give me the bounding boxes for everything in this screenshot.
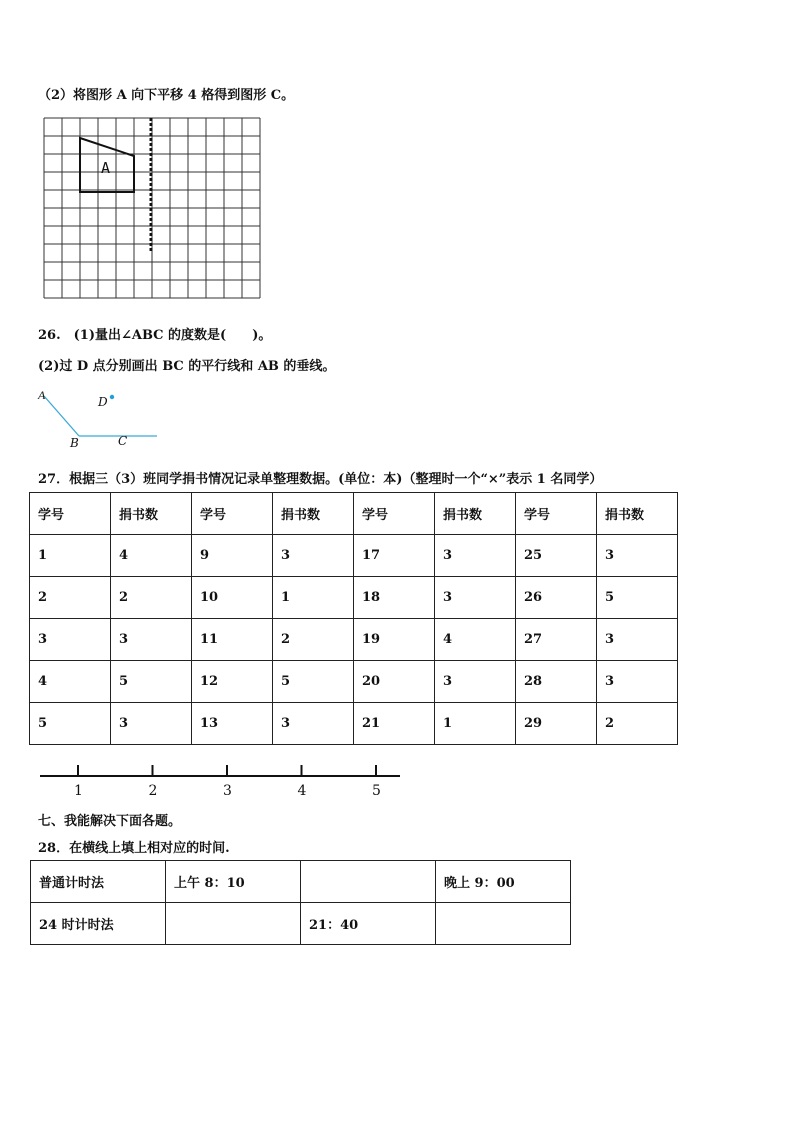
table-cell: 3 [111,619,192,661]
time-cell: 晚上 9：00 [436,861,571,903]
table-cell: 3 [435,661,516,703]
answer-blank-cell[interactable] [436,903,571,945]
table-row [30,703,678,745]
time-cell: 普通计时法 [31,861,166,903]
table-cell: 4 [435,619,516,661]
table-cell: 5 [597,577,678,619]
time-cell: 24 时计时法 [31,903,166,945]
table-cell: 5 [273,661,354,703]
table-row [30,577,678,619]
table-cell: 21 [354,703,435,745]
q26-line2: (2)过 D 点分别画出 BC 的平行线和 AB 的垂线。 [38,359,336,374]
table-cell: 5 [30,703,111,745]
q27-title: 27．根据三（3）班同学捐书情况记录单整理数据。(单位：本)（整理时一个“×”表示 1 名同学） [38,472,603,487]
label-c: C [118,434,128,448]
time-row [31,903,571,945]
table-cell: 19 [354,619,435,661]
table-cell: 3 [111,703,192,745]
table-cell: 9 [192,535,273,577]
table-cell: 3 [435,577,516,619]
q25-part2-text: （2）将图形 A 向下平移 4 格得到图形 C。 [38,88,295,103]
time-cell: 上午 8：10 [166,861,301,903]
table-cell: 2 [111,577,192,619]
table-row [30,535,678,577]
table-cell: 2 [273,619,354,661]
table-cell: 11 [192,619,273,661]
angle-figure [0,380,200,455]
point-d [110,395,114,399]
table-cell: 26 [516,577,597,619]
donation-table [29,492,678,745]
table-cell: 1 [30,535,111,577]
number-line-label: 3 [223,783,232,799]
table-cell: 3 [597,535,678,577]
table-cell: 3 [273,535,354,577]
q26-line1: 26. (1)量出∠ABC 的度数是( )。 [38,328,272,343]
table-cell: 学号 [192,493,273,535]
grid-figure [0,0,794,320]
table-cell: 3 [273,703,354,745]
table-cell: 17 [354,535,435,577]
table-cell: 20 [354,661,435,703]
segment-ab [44,396,79,436]
table-cell: 捐书数 [435,493,516,535]
q28-title: 28．在横线上填上相对应的时间. [38,841,230,856]
table-cell: 28 [516,661,597,703]
table-cell: 2 [30,577,111,619]
time-row [31,861,571,903]
table-cell: 5 [111,661,192,703]
shape-a-label: A [101,159,111,177]
table-cell: 捐书数 [273,493,354,535]
number-line-label: 5 [372,783,381,799]
number-line [0,760,420,805]
table-cell: 18 [354,577,435,619]
table-cell: 捐书数 [111,493,192,535]
table-cell: 2 [597,703,678,745]
table-cell: 27 [516,619,597,661]
table-cell: 1 [273,577,354,619]
number-line-label: 4 [297,783,307,799]
table-cell: 3 [597,619,678,661]
table-cell: 10 [192,577,273,619]
table-cell: 12 [192,661,273,703]
table-row [30,661,678,703]
table-cell: 学号 [516,493,597,535]
table-cell: 3 [435,535,516,577]
table-cell: 学号 [30,493,111,535]
table-header-row [30,493,678,535]
time-table [30,860,571,945]
table-cell: 4 [30,661,111,703]
table-cell: 4 [111,535,192,577]
time-cell: 21：40 [301,903,436,945]
label-a: A [38,388,46,402]
section7-heading: 七、我能解决下面各题。 [38,814,182,829]
table-cell: 13 [192,703,273,745]
table-row [30,619,678,661]
label-b: B [70,436,79,450]
number-line-label: 1 [74,783,83,799]
number-line-label: 2 [148,783,158,799]
table-cell: 捐书数 [597,493,678,535]
table-cell: 29 [516,703,597,745]
answer-blank-cell[interactable] [301,861,436,903]
table-cell: 25 [516,535,597,577]
table-cell: 3 [30,619,111,661]
table-cell: 学号 [354,493,435,535]
table-cell: 3 [597,661,678,703]
table-cell: 1 [435,703,516,745]
label-d: D [98,395,108,409]
answer-blank-cell[interactable] [166,903,301,945]
